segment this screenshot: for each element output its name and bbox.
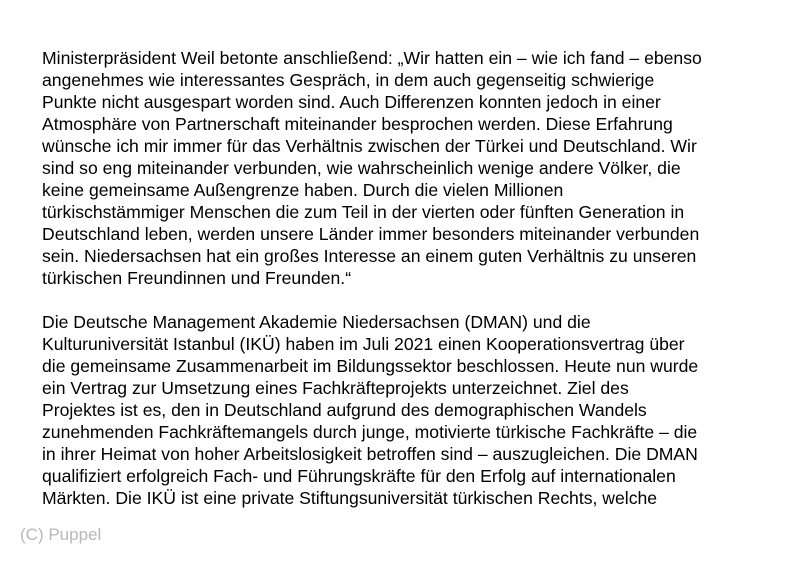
text-line: keine gemeinsame Außengrenze haben. Durch die vielen Millionen xyxy=(42,180,564,200)
text-line: Kulturuniversität Istanbul (IKÜ) haben im Juli 2021 einen Kooperationsvertrag über xyxy=(42,334,685,354)
text-line: in ihrer Heimat von hoher Arbeitslosigkeit betroffen sind – auszugleichen. Die DMAN xyxy=(42,444,698,464)
document-body xyxy=(42,47,782,509)
text-line: wünsche ich mir immer für das Verhältnis zwischen der Türkei und Deutschland. Wir xyxy=(42,136,697,156)
text-line: angenehmes wie interessantes Gespräch, in dem auch gegenseitig schwierige xyxy=(42,70,655,90)
text-line: sind so eng miteinander verbunden, wie wahrscheinlich wenige andere Völker, die xyxy=(42,158,681,178)
text-line: Märkten. Die IKÜ ist eine private Stiftungsuniversität türkischen Rechts, welche xyxy=(42,488,658,508)
text-line: Atmosphäre von Partnerschaft miteinander besprochen werden. Diese Erfahrung xyxy=(42,114,673,134)
text-line: Die Deutsche Management Akademie Niedersachsen (DMAN) und die xyxy=(42,312,591,332)
paragraph-weil-statement xyxy=(42,47,782,289)
text-line: Projektes ist es, den in Deutschland aufgrund des demographischen Wandels xyxy=(42,400,647,420)
text-line: ein Vertrag zur Umsetzung eines Fachkräfteprojekts unterzeichnet. Ziel des xyxy=(42,378,629,398)
text-line: türkischstämmiger Menschen die zum Teil in der vierten oder fünften Generation in xyxy=(42,202,685,222)
paragraph-dman-iku xyxy=(42,311,782,509)
copyright-watermark: (C) Puppel xyxy=(20,525,102,544)
text-line: die gemeinsame Zusammenarbeit im Bildungssektor beschlossen. Heute nun wurde xyxy=(42,356,699,376)
text-line: zunehmenden Fachkräftemangels durch junge, motivierte türkische Fachkräfte – die xyxy=(42,422,698,442)
text-line: qualifiziert erfolgreich Fach- und Führungskräfte für den Erfolg auf internationalen xyxy=(42,466,676,486)
text-line: Ministerpräsident Weil betonte anschließend: „Wir hatten ein – wie ich fand – ebenso xyxy=(42,48,702,68)
text-line: Deutschland leben, werden unsere Länder immer besonders miteinander verbunden xyxy=(42,224,700,244)
text-line: Punkte nicht ausgespart worden sind. Auch Differenzen konnten jedoch in einer xyxy=(42,92,661,112)
text-line: sein. Niedersachsen hat ein großes Interesse an einem guten Verhältnis zu unseren xyxy=(42,246,697,266)
text-line: türkischen Freundinnen und Freunden.“ xyxy=(42,268,352,288)
